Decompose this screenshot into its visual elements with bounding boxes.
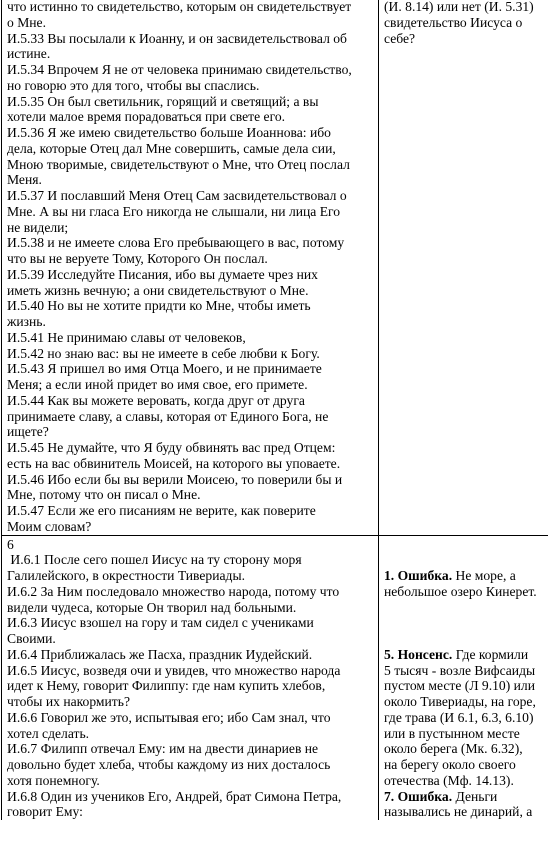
note-label: 1. Ошибка. xyxy=(384,568,453,583)
scripture-cell xyxy=(2,0,379,535)
spacer xyxy=(384,600,544,616)
spacer xyxy=(384,615,544,631)
comment-line: (И. 8.14) или нет (И. 5.31) xyxy=(384,0,534,14)
chapter-number: 6 xyxy=(7,536,14,552)
commentary-cell xyxy=(379,536,548,821)
spacer xyxy=(384,552,544,568)
text-line: хотел сделать. xyxy=(7,725,90,741)
text-line: И.6.3 Иисус взошел на гору и там сидел с учениками xyxy=(7,615,314,631)
text-line: И.6.7 Филипп отвечал Ему: им на двести динариев не xyxy=(7,741,319,757)
text-line: И.5.42 но знаю вас: вы не имеете в себе любви к Богу. xyxy=(7,345,320,361)
note-text: пустом месте (Л 9.10) или xyxy=(384,678,535,694)
text-line: что истинно то свидетельство, которым он свидетельствует xyxy=(7,0,352,14)
comment-line: свидетельство Иисуса о xyxy=(384,14,523,30)
table-row xyxy=(2,0,548,535)
text-line: И.5.37 И пославший Меня Отец Сам засвидетельствовал о xyxy=(7,188,347,203)
text-line: И.5.43 Я пришел во имя Отца Моего, и не принимаете xyxy=(7,361,322,377)
text-line: не видели; xyxy=(7,219,69,235)
text-line: Меня; а если иной придет во имя свое, его примете. xyxy=(7,377,308,392)
note-text: Деньги xyxy=(452,788,498,804)
text-line: И.5.40 Но вы не хотите придти ко Мне, чтобы иметь xyxy=(7,298,311,314)
text-line: И.5.33 Вы посылали к Иоанну, и он засвидетельствовал об xyxy=(7,30,347,46)
note-label: 7. Ошибка. xyxy=(384,788,453,804)
text-line: хотели малое время порадоваться при свете его. xyxy=(7,109,286,125)
commentary-cell xyxy=(379,0,548,535)
text-line: Мне. А вы ни гласа Его никогда не слышали, ни лица Его xyxy=(7,203,341,219)
text-line: И.5.41 Не принимаю славы от человеков, xyxy=(7,329,246,345)
note-error-1 xyxy=(384,568,544,584)
text-line: Своими. xyxy=(7,631,56,646)
text-line: И.6.2 За Ним последовало множество народа, потому что xyxy=(7,583,340,599)
text-line: И.5.34 Впрочем Я не от человека принимаю свидетельство, xyxy=(7,62,352,77)
note-text: около берега (Мк. 6.32), xyxy=(384,741,523,757)
note-text: около Тивериады, на горе, xyxy=(384,694,536,709)
text-line: И.6.1 После сего пошел Иисус на ту сторону моря xyxy=(7,552,302,568)
note-label: 5. Нонсенс. xyxy=(384,646,453,662)
note-nonsense-5 xyxy=(384,647,544,663)
text-line: идет к Нему, говорит Филиппу: где нам купить хлебов, xyxy=(7,678,326,694)
text-line: И.6.6 Говорил же это, испытывая его; ибо Сам знал, что xyxy=(7,709,331,725)
text-line: жизнь. xyxy=(7,314,46,329)
text-line: что вы не веруете Тому, Которого Он послал. xyxy=(7,251,268,266)
note-text: назывались не динарий, а xyxy=(384,804,533,820)
text-line: о Мне. xyxy=(7,14,46,30)
text-line: истине. xyxy=(7,46,51,62)
text-line: но говорю это для того, чтобы вы спаслись. xyxy=(7,77,260,93)
text-line: Мне, потому что он писал о Мне. xyxy=(7,487,201,503)
spacer xyxy=(384,631,544,647)
text-line: И.5.47 Если же его писаниям не верите, как поверите xyxy=(7,503,316,518)
text-line: И.6.5 Иисус, возведя очи и увидев, что множество народа xyxy=(7,662,341,678)
comment-line: себе? xyxy=(384,30,416,46)
text-line: И.5.39 Исследуйте Писания, ибо вы думаете чрез них xyxy=(7,266,318,282)
text-line: И.5.38 и не имеете слова Его пребывающего в вас, потому xyxy=(7,235,345,251)
note-text: где трава (И 6.1, 6.3, 6.10) xyxy=(384,709,534,725)
text-line: И.5.45 Не думайте, что Я буду обвинять вас пред Отцем: xyxy=(7,440,336,455)
text-line: говорит Ему: xyxy=(7,804,83,820)
commentary-table xyxy=(1,0,548,820)
table-row xyxy=(2,535,548,821)
text-line: иметь жизнь вечную; а они свидетельствуют о Мне. xyxy=(7,282,309,298)
text-line: И.5.36 Я же имею свидетельство больше Иоаннова: ибо xyxy=(7,125,331,140)
text-line: Галилейского, в окрестности Тивериады. xyxy=(7,568,245,583)
scripture-cell xyxy=(2,536,379,821)
text-line: И.5.46 Ибо если бы вы верили Моисею, то поверили бы и xyxy=(7,471,343,487)
note-text: Не море, а xyxy=(452,568,516,583)
text-line: Меня. xyxy=(7,172,42,188)
note-text: или в пустынном месте xyxy=(384,725,520,741)
text-line: довольно будет хлеба, чтобы каждому из них досталось xyxy=(7,757,331,772)
text-line: дела, которые Отец дал Мне совершить, самые дела сии, xyxy=(7,140,336,156)
note-text: 5 тысяч - возле Вифсаиды xyxy=(384,662,536,678)
text-line: чтобы их накормить? xyxy=(7,694,130,709)
text-line: И.5.44 Как вы можете веровать, когда друг от друга xyxy=(7,392,305,408)
note-error-7 xyxy=(384,789,544,805)
text-line: Моим словам? xyxy=(7,518,92,534)
text-line: хотя понемногу. xyxy=(7,772,100,788)
spacer xyxy=(384,537,544,553)
note-text: Где кормили xyxy=(452,646,529,662)
text-line: принимаете славу, а славы, которая от Единого Бога, не xyxy=(7,408,329,424)
text-line: видели чудеса, которые Он творил над больными. xyxy=(7,599,297,615)
text-line: ищете? xyxy=(7,424,49,440)
note-text: отечества (Мф. 14.13). xyxy=(384,772,514,788)
text-line: есть на вас обвинитель Моисей, на которого вы уповаете. xyxy=(7,455,341,471)
text-line: И.6.4 Приближалась же Пасха, праздник Иудейский. xyxy=(7,646,313,662)
text-line: Мною творимые, свидетельствуют о Мне, что Отец послал xyxy=(7,156,350,172)
text-line: И.6.8 Один из учеников Его, Андрей, брат Симона Петра, xyxy=(7,788,342,804)
note-text: небольшое озеро Кинерет. xyxy=(384,583,537,599)
note-text: на берегу около своего xyxy=(384,757,516,772)
text-line: И.5.35 Он был светильник, горящий и светящий; а вы xyxy=(7,93,319,109)
